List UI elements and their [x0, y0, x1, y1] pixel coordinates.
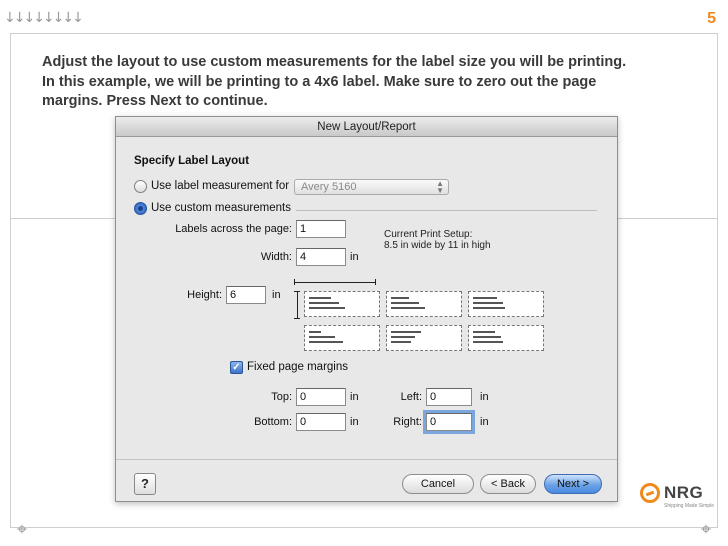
logo-mark-icon — [640, 483, 660, 503]
instructions-text: Adjust the layout to use custom measurements for the label size you will be printing. In this example, we will be printing to a 4x6 label. Make sure to zero out the page margins. Press Next to continue. — [42, 54, 627, 109]
radio-custom-measurements-text: Use custom measurements — [151, 202, 291, 214]
height-label: Height: — [187, 289, 222, 301]
right-margin-label: Right: — [393, 416, 422, 428]
dialog-title: New Layout/Report — [116, 117, 617, 137]
section-title: Specify Label Layout — [134, 155, 250, 167]
nrg-logo — [640, 481, 715, 511]
radio-label-measurement[interactable] — [134, 180, 147, 193]
height-unit: in — [272, 289, 281, 301]
frame-divider-right — [613, 218, 718, 219]
preview-label — [386, 325, 462, 351]
width-dimension-icon — [294, 279, 376, 285]
logo-text: NRG — [664, 483, 704, 502]
width-unit: in — [350, 251, 359, 263]
top-margin-field[interactable]: 0 — [296, 388, 346, 406]
new-layout-dialog — [115, 116, 618, 502]
left-margin-label: Left: — [400, 391, 422, 403]
fixed-margins-label: Fixed page margins — [247, 361, 348, 373]
right-margin-field[interactable]: 0 — [426, 413, 472, 431]
fixed-margins-checkbox[interactable]: ✓ — [230, 361, 243, 374]
width-label: Width: — [260, 251, 292, 263]
label-layout-preview — [294, 279, 546, 355]
preview-label — [386, 291, 462, 317]
radio-custom-measurements[interactable] — [134, 202, 147, 215]
bottom-margin-field[interactable]: 0 — [296, 413, 346, 431]
left-margin-unit: in — [480, 391, 489, 403]
frame-right-line — [717, 33, 718, 528]
slide-number: 5 — [707, 10, 716, 27]
labels-across-field[interactable]: 1 — [296, 220, 346, 238]
labels-across-label: Labels across the page: — [175, 223, 292, 235]
decorative-arrows: ↓↓↓↓↓↓↓↓ — [4, 10, 82, 26]
height-field[interactable]: 6 — [226, 286, 266, 304]
print-setup-detail: 8.5 in wide by 11 in high — [384, 240, 491, 251]
top-margin-unit: in — [350, 391, 359, 403]
height-dimension-icon — [294, 291, 300, 319]
preview-label — [304, 291, 380, 317]
frame-divider-left — [10, 218, 115, 219]
label-stock-select[interactable] — [294, 179, 449, 195]
print-setup-title: Current Print Setup: — [384, 229, 473, 240]
width-field[interactable]: 4 — [296, 248, 346, 266]
crosshair-icon: ⌖ — [16, 519, 28, 540]
cancel-button[interactable]: Cancel — [402, 474, 474, 494]
logo-tagline: Shipping Made Simple — [664, 503, 715, 509]
next-button[interactable]: Next > — [544, 474, 602, 494]
bottom-margin-label: Bottom: — [254, 416, 292, 428]
left-margin-field[interactable]: 0 — [426, 388, 472, 406]
right-margin-unit: in — [480, 416, 489, 428]
top-margin-label: Top: — [271, 391, 292, 403]
radio-label-measurement-text: Use label measurement for — [151, 180, 290, 192]
back-button[interactable]: < Back — [480, 474, 536, 494]
help-button[interactable]: ? — [134, 473, 156, 495]
preview-label — [468, 291, 544, 317]
bottom-margin-unit: in — [350, 416, 359, 428]
crosshair-icon: ⌖ — [700, 519, 712, 540]
dialog-body — [116, 137, 617, 501]
frame-top-line — [10, 33, 718, 34]
frame-left-line — [10, 33, 11, 528]
label-stock-value: Avery 5160 — [301, 181, 357, 193]
frame-bottom-line — [10, 527, 718, 528]
button-bar-separator — [116, 459, 617, 460]
preview-label — [304, 325, 380, 351]
custom-separator — [296, 210, 597, 211]
preview-label — [468, 325, 544, 351]
updown-arrows-icon: ▲ ▼ — [436, 179, 444, 195]
